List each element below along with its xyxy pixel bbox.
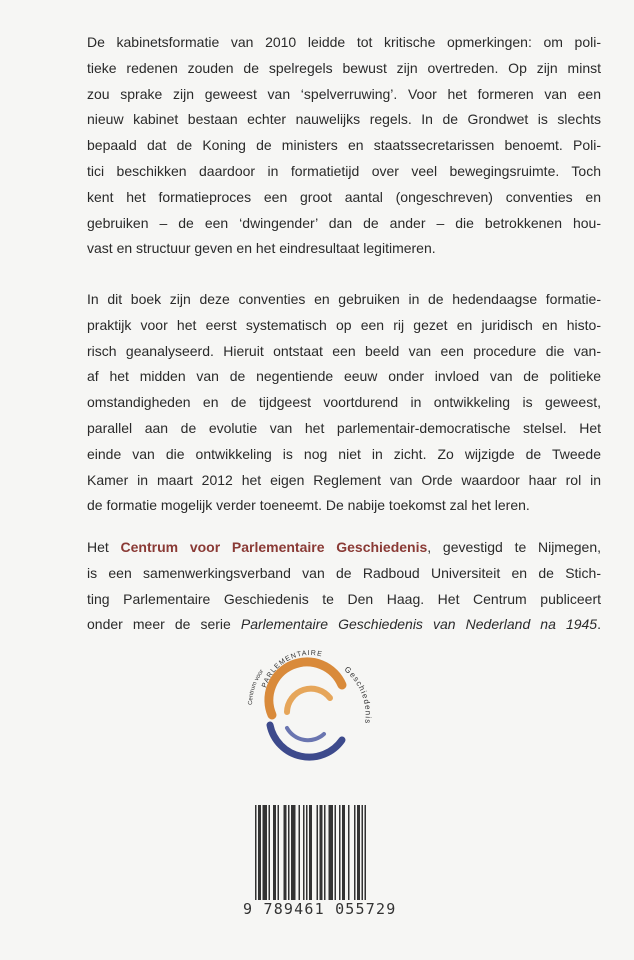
paragraph-book <box>87 287 601 519</box>
isbn-number: 9 789461 055729 <box>243 900 397 918</box>
text-line: tieke redenen zouden de spelregels bewust zijn overtreden. Op zijn minst <box>87 59 601 76</box>
barcode-bar <box>342 805 345 901</box>
text-line: risch geanalyseerd. Hieruit ontstaat een beeld van een procedure die van- <box>87 342 601 359</box>
text-line: praktijk voor het eerst systematisch op een rij gezet en juridisch en histo- <box>87 316 601 333</box>
centre-name: Centrum voor Parlementaire Geschiedenis <box>120 539 428 555</box>
text-line: einde van die ontwikkeling is nog niet in zicht. Zo wijzigde de Tweede <box>87 445 601 462</box>
logo-arc-orange-inner <box>287 689 330 712</box>
text-line: vast en structuur geven en het eindresultaat legitimeren. <box>87 240 436 257</box>
text: onder meer de serie <box>87 616 241 633</box>
barcode-bar <box>273 805 276 901</box>
text-line: kent het formatieproces een groot aantal (ongeschreven) conventies en <box>87 188 601 205</box>
barcode-bar <box>324 805 326 901</box>
centre-logo <box>232 630 382 780</box>
text-line: de formatie mogelijk verder toeneemt. De nabije toekomst zal het leren. <box>87 497 530 514</box>
paragraph-centre <box>87 535 601 638</box>
text-line: bepaald dat de Koning de ministers en staatssecretarissen benoemt. Poli- <box>87 137 601 154</box>
series-title: Parlementaire Geschiedenis van Nederland na 1945 <box>240 616 598 633</box>
paragraph-intro <box>87 30 601 262</box>
text-line: omstandigheden en de tijdgeest voortdurend in ontwikkeling is geweest, <box>87 394 601 411</box>
barcode-bar <box>339 805 341 901</box>
barcode-bar <box>362 805 364 910</box>
barcode-bar <box>263 805 268 901</box>
barcode-bar <box>269 805 271 901</box>
text-line: gebruiken – de een ‘dwingender’ dan de ander – die betrokkenen hou- <box>87 214 601 231</box>
text: , gevestigd te Nijmegen, <box>427 539 601 555</box>
text-line: zou sprake zijn geweest van ‘spelverruwing’. Voor het formeren van een <box>87 85 601 102</box>
text-line: parallel aan de evolutie van het parlementair-democratische stelsel. Het <box>87 419 601 436</box>
text-line: ting Parlementaire Geschiedenis te Den Haag. Het Centrum publiceert <box>87 590 601 607</box>
barcode-bar <box>309 805 312 910</box>
text-line: Kamer in maart 2012 het eigen Reglement van Orde waardoor haar rol in <box>87 471 601 488</box>
text-line <box>87 535 601 561</box>
barcode-bar <box>335 805 337 901</box>
text-line: In dit boek zijn deze conventies en gebruiken in de hedendaagse formatie- <box>87 291 601 307</box>
barcode-bar <box>288 805 290 901</box>
logo-side-text: Geschiedenis <box>342 664 373 725</box>
logo-arc-blue-inner <box>287 728 324 740</box>
text-line: af het midden van de negentiende eeuw onder invloed van de politieke <box>87 368 601 385</box>
barcode-bar <box>284 805 287 901</box>
barcode-bar <box>255 805 257 910</box>
barcode-bar <box>320 805 323 901</box>
barcode-bar <box>278 805 280 901</box>
barcode-bar <box>299 805 301 901</box>
text-line: is een samenwerkingsverband van de Radboud Universiteit en de Stich- <box>87 564 601 581</box>
logo-top-text: Centrum voor <box>247 668 266 706</box>
svg-text:Centrum voor <box>248 669 265 705</box>
barcode-bar <box>329 805 334 901</box>
barcode-bar <box>317 805 319 910</box>
barcode-bar <box>306 805 308 901</box>
barcode-bar <box>291 805 296 901</box>
barcode-bar <box>357 805 360 901</box>
barcode <box>255 805 395 910</box>
barcode-bar <box>348 805 350 901</box>
text: Het <box>87 539 121 555</box>
svg-text:Geschiedenis <box>343 665 373 725</box>
text-line: nieuw kabinet bestaan echter nauwelijks regels. In de Grondwet is slechts <box>87 111 601 128</box>
text-line: De kabinetsformatie van 2010 leidde tot kritische opmerkingen: om poli- <box>87 34 601 50</box>
text: . <box>597 616 601 633</box>
logo-arc-text: PARLEMENTAIRE <box>261 649 324 689</box>
barcode-bar <box>303 805 305 901</box>
barcode-bar <box>354 805 356 901</box>
barcode-bar <box>258 805 261 910</box>
text-line: tici beschikken daardoor in formatietijd over veel bewegingsruimte. Toch <box>87 162 601 179</box>
barcode-bar <box>365 805 367 910</box>
